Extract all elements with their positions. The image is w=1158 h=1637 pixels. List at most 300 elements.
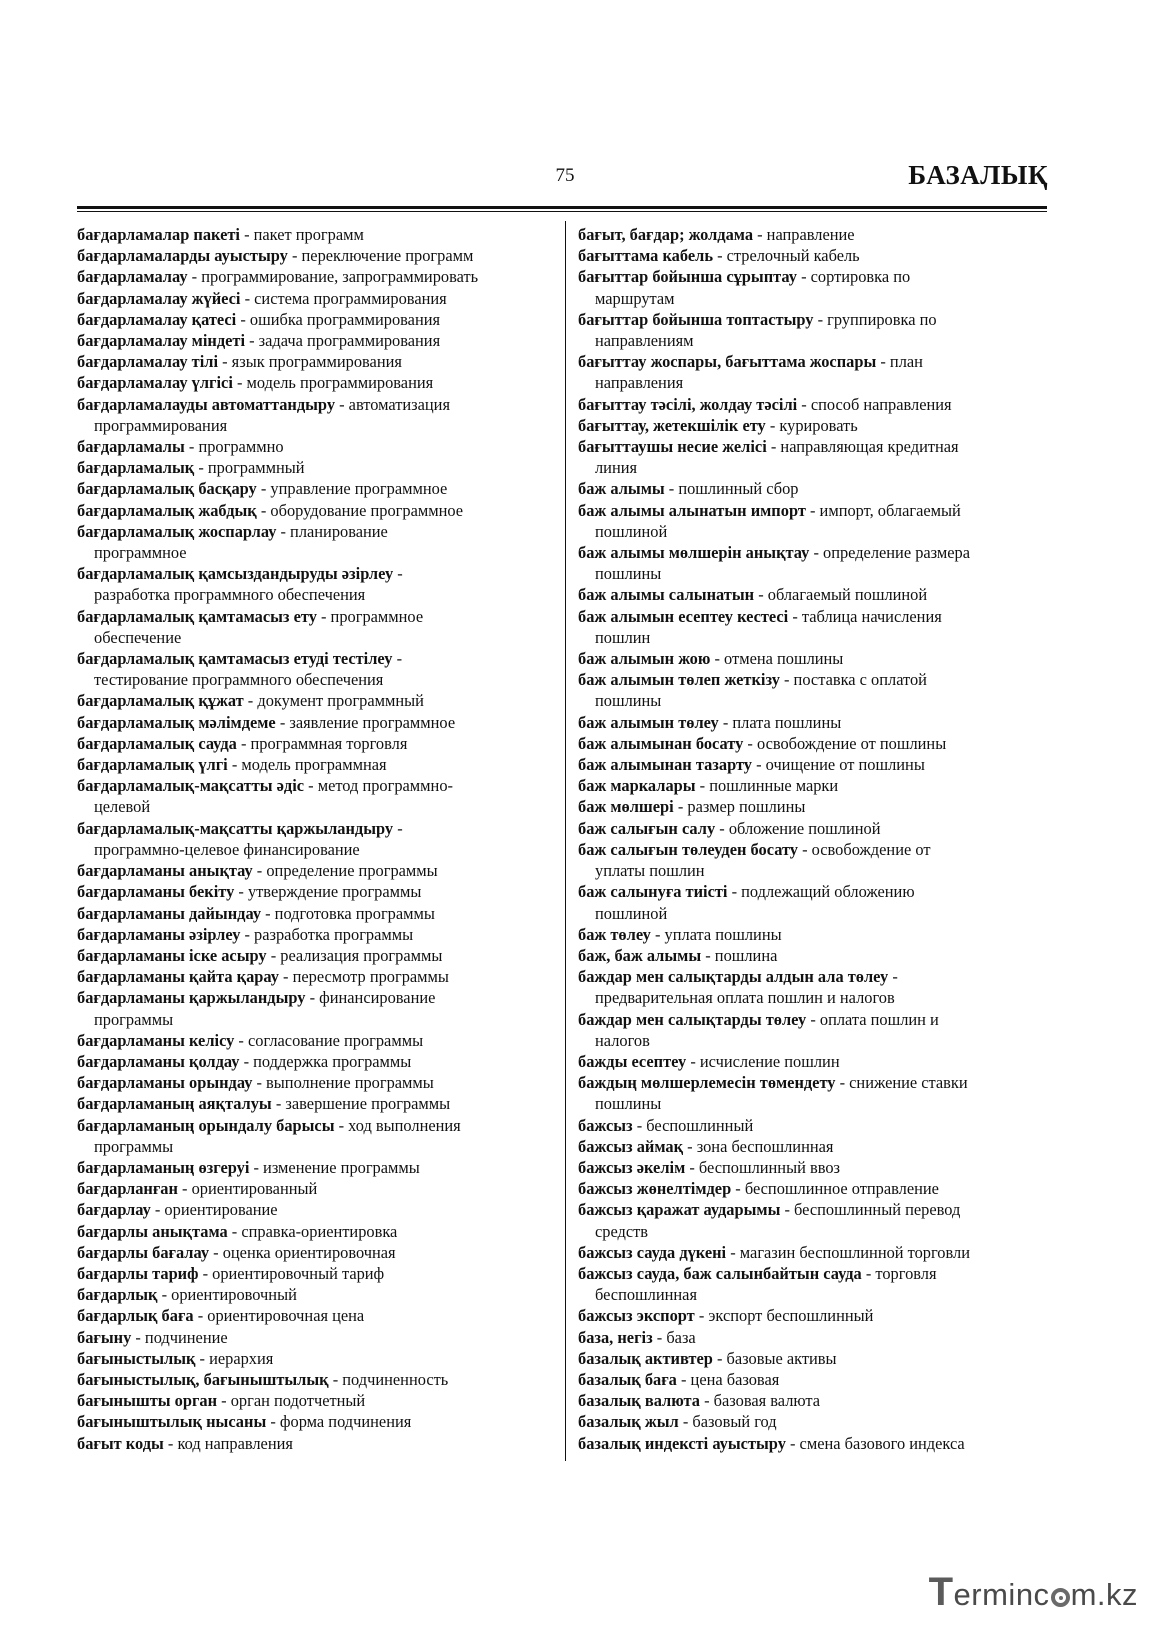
entry-definition: пошлин xyxy=(595,627,651,647)
entry-definition: - программирование, запрограммировать xyxy=(187,267,479,287)
dictionary-entry xyxy=(77,1157,555,1178)
entry-term: бағдарлы бағалау xyxy=(77,1242,210,1262)
dictionary-entry xyxy=(578,1051,1048,1072)
entry-term: бажды есептеу xyxy=(578,1051,687,1071)
dictionary-entry-continuation xyxy=(77,542,555,563)
entry-definition: - облагаемый пошлиной xyxy=(754,585,928,605)
entry-term: баждың мөлшерлемесін төмендету xyxy=(578,1073,836,1093)
dictionary-entry xyxy=(77,775,555,796)
entry-definition: - снижение ставки xyxy=(835,1073,968,1093)
entry-definition: обеспечение xyxy=(94,627,182,647)
entry-term: бағдарламалық жабдық xyxy=(77,500,257,520)
dictionary-entry xyxy=(77,1263,555,1284)
entry-definition: - освобождение от xyxy=(798,839,931,859)
entry-term: бағыныстылық xyxy=(77,1348,196,1368)
entry-term: бағдарламалық үлгі xyxy=(77,755,228,775)
entry-definition: - беспошлинное отправление xyxy=(731,1179,939,1199)
entry-term: бағдарламалық қамтамасыз етуді тестілеу xyxy=(77,649,393,669)
entry-definition: - беспошлинный перевод xyxy=(780,1200,961,1220)
watermark-last: m.kz xyxy=(1070,1577,1138,1612)
entry-definition: - утверждение программы xyxy=(234,882,422,902)
entry-definition: - размер пошлины xyxy=(673,797,806,817)
entry-term: бағдарламалау міндеті xyxy=(77,331,245,351)
entry-definition: - ориентировочный xyxy=(157,1285,297,1305)
dictionary-entry xyxy=(578,500,1048,521)
dictionary-entry xyxy=(578,245,1048,266)
dictionary-entry xyxy=(77,372,555,393)
entry-definition: - планирование xyxy=(276,521,388,541)
dictionary-entry xyxy=(578,1178,1048,1199)
dictionary-entry xyxy=(578,839,1048,860)
dictionary-entry-continuation xyxy=(578,987,1048,1008)
entry-definition: - оборудование программное xyxy=(256,500,464,520)
dictionary-entry xyxy=(77,903,555,924)
dictionary-entry xyxy=(77,1199,555,1220)
entry-definition: - определение размера xyxy=(809,543,971,563)
entry-term: бажсыз xyxy=(578,1115,633,1135)
entry-term: база, негіз xyxy=(578,1327,653,1347)
dictionary-entry xyxy=(77,881,555,902)
entry-definition: - задача программирования xyxy=(245,331,441,351)
entry-definition: - язык программирования xyxy=(218,352,402,372)
watermark-middle: erminc xyxy=(953,1577,1050,1612)
entry-definition: - оплата пошлин и xyxy=(806,1009,939,1029)
entry-definition: программное xyxy=(94,543,187,563)
entry-term: бағдарлау xyxy=(77,1200,151,1220)
entry-definition: - подчинение xyxy=(131,1327,228,1347)
entry-definition: - сортировка по xyxy=(796,267,911,287)
dictionary-entry xyxy=(77,712,555,733)
entry-definition: - цена базовая xyxy=(676,1369,780,1389)
entry-term: бажсыз экспорт xyxy=(578,1306,695,1326)
entry-term: бағдарламалық сауда xyxy=(77,733,237,753)
entry-definition: - изменение программы xyxy=(249,1157,420,1177)
entry-definition: тестирование программного обеспечения xyxy=(94,670,384,690)
entry-term: бағдарламаны келісу xyxy=(77,1030,235,1050)
entry-term: бағыттау тәсілі, жолдау тәсілі xyxy=(578,394,798,414)
entry-term: баждар мен салықтарды алдын ала төлеу xyxy=(578,967,889,987)
dictionary-entry xyxy=(77,1411,555,1432)
dictionary-entry xyxy=(77,1030,555,1051)
dictionary-entry-continuation xyxy=(578,372,1048,393)
entry-term: бағдарлық xyxy=(77,1285,158,1305)
entry-definition: - иерархия xyxy=(195,1348,274,1368)
entry-definition: - смена базового индекса xyxy=(785,1433,965,1453)
entry-definition: - программно xyxy=(184,437,284,457)
dictionary-entry-continuation xyxy=(578,330,1048,351)
entry-term: бағыттар бойынша топтастыру xyxy=(578,309,814,329)
dictionary-entry xyxy=(77,245,555,266)
entry-definition: - очищение от пошлины xyxy=(752,755,925,775)
entry-definition: пошлины xyxy=(595,691,662,711)
dictionary-entry xyxy=(77,987,555,1008)
entry-definition: - стрелочный кабель xyxy=(712,246,860,266)
entry-definition: беспошлинная xyxy=(595,1285,697,1305)
entry-definition: - пакет программ xyxy=(239,225,364,244)
dictionary-entry xyxy=(77,1221,555,1242)
dictionary-entry xyxy=(77,1115,555,1136)
dictionary-entry-continuation xyxy=(77,627,555,648)
entry-term: базалық баға xyxy=(578,1369,677,1389)
entry-definition: - xyxy=(393,818,403,838)
entry-definition: - xyxy=(392,649,403,669)
entry-definition: - зона беспошлинная xyxy=(683,1136,834,1156)
entry-definition: направления xyxy=(595,373,684,393)
entry-term: бағдарламалық қамсыздандыруды әзірлеу xyxy=(77,564,394,584)
entry-term: бағыттау жоспары, бағыттама жоспары xyxy=(578,352,877,372)
entry-definition: - пересмотр программы xyxy=(278,967,449,987)
dictionary-entry xyxy=(77,924,555,945)
entry-term: бағдарламаны қаржыландыру xyxy=(77,988,306,1008)
entry-term: бажсыз қаражат аударымы xyxy=(578,1200,781,1220)
entry-definition: - завершение программы xyxy=(271,1094,451,1114)
entry-term: базалық жыл xyxy=(578,1412,679,1432)
entry-term: баждар мен салықтарды төлеу xyxy=(578,1009,807,1029)
entry-term: бағдарламалық мәлімдеме xyxy=(77,712,276,732)
entry-definition: - ориентировочная цена xyxy=(193,1306,365,1326)
entry-definition: - базовые активы xyxy=(712,1348,837,1368)
dictionary-entry xyxy=(77,288,555,309)
entry-term: баж төлеу xyxy=(578,924,651,944)
dictionary-entry-continuation xyxy=(578,860,1048,881)
dictionary-entry xyxy=(578,1433,1048,1454)
dictionary-entry xyxy=(578,733,1048,754)
entry-definition: - исчисление пошлин xyxy=(686,1051,840,1071)
dictionary-entry-continuation xyxy=(77,796,555,817)
entry-definition: - система программирования xyxy=(240,288,447,308)
entry-term: бағдарламаның аяқталуы xyxy=(77,1094,272,1114)
entry-definition: - ошибка программирования xyxy=(236,309,441,329)
entry-term: бағдарламалы xyxy=(77,437,185,457)
entry-definition: - плата пошлины xyxy=(718,712,842,732)
dictionary-entry xyxy=(578,796,1048,817)
entry-definition: - пошлина xyxy=(701,945,778,965)
entry-term: бағдарламалау үлгісі xyxy=(77,373,233,393)
dictionary-entry xyxy=(77,1093,555,1114)
entry-term: бағыттау, жетекшілік ету xyxy=(578,415,766,435)
entry-term: бағыттама кабель xyxy=(578,246,713,266)
dictionary-entry xyxy=(578,1369,1048,1390)
entry-definition: уплаты пошлин xyxy=(595,861,705,881)
dictionary-entry xyxy=(578,266,1048,287)
entry-term: бағдарламаны орындау xyxy=(77,1073,253,1093)
entry-definition: - модель программная xyxy=(227,755,387,775)
entry-term: баж алымы xyxy=(578,479,665,499)
dictionary-entry xyxy=(578,436,1048,457)
entry-term: бағдарламалық қамтамасыз ету xyxy=(77,606,317,626)
entry-definition: - управление программное xyxy=(256,479,448,499)
dictionary-entry-continuation xyxy=(578,457,1048,478)
entry-term: баж алымын төлеп жеткізу xyxy=(578,670,780,690)
dictionary-entry xyxy=(578,1348,1048,1369)
entry-definition: - таблица начисления xyxy=(788,606,942,626)
entry-term: бағыттаушы несие желісі xyxy=(578,437,767,457)
dictionary-entry-continuation xyxy=(578,903,1048,924)
dictionary-entry-continuation xyxy=(578,288,1048,309)
entry-term: бажсыз сауда, баж салынбайтын сауда xyxy=(578,1263,862,1283)
entry-term: баж маркалары xyxy=(578,776,696,796)
entry-definition: - разработка программы xyxy=(240,924,414,944)
entry-definition: программы xyxy=(94,1009,174,1029)
dictionary-entry xyxy=(578,1327,1048,1348)
entry-term: бажсыз әкелім xyxy=(578,1157,686,1177)
entry-term: бағдарламалау қатесі xyxy=(77,309,237,329)
dictionary-entry xyxy=(77,733,555,754)
dictionary-entry xyxy=(77,224,555,245)
entry-term: бағдарламалық-мақсатты әдіс xyxy=(77,776,305,796)
entry-definition: пошлиной xyxy=(595,521,668,541)
entry-term: бағдарламалар пакеті xyxy=(77,225,240,244)
dictionary-entry-continuation xyxy=(578,1093,1048,1114)
dictionary-entry xyxy=(578,1390,1048,1411)
dictionary-entry xyxy=(578,1199,1048,1220)
dictionary-entry xyxy=(77,860,555,881)
dictionary-entry xyxy=(77,1433,555,1454)
entry-definition: средств xyxy=(595,1221,649,1241)
entry-definition: - документ программный xyxy=(243,691,424,711)
dictionary-entry xyxy=(77,966,555,987)
watermark-first-letter: T xyxy=(928,1570,954,1614)
dictionary-entry xyxy=(77,754,555,775)
entry-term: баж алымын жою xyxy=(578,649,711,669)
dictionary-entry xyxy=(77,1072,555,1093)
entry-definition: - справка-ориентировка xyxy=(227,1221,398,1241)
entry-definition: налогов xyxy=(595,1030,650,1050)
dictionary-entry xyxy=(578,1242,1048,1263)
dictionary-entry xyxy=(77,457,555,478)
entry-definition: - код направления xyxy=(163,1433,293,1453)
entry-term: бағдарламаны анықтау xyxy=(77,861,253,881)
dictionary-entry xyxy=(77,1348,555,1369)
entry-term: бағдарлық баға xyxy=(77,1306,194,1326)
entry-definition: программы xyxy=(94,1136,174,1156)
dictionary-entry xyxy=(578,1305,1048,1326)
entry-definition: разработка программного обеспечения xyxy=(94,585,366,605)
dictionary-entry xyxy=(578,1263,1048,1284)
entry-definition: - ориентировочный тариф xyxy=(198,1263,385,1283)
entry-term: баж салығын төлеуден босату xyxy=(578,839,798,859)
entry-term: баж салығын салу xyxy=(578,818,716,838)
entry-definition: целевой xyxy=(94,797,151,817)
dictionary-entry xyxy=(578,1009,1048,1030)
entry-definition: маршрутам xyxy=(595,288,675,308)
entry-term: бағдарламаны іске асыру xyxy=(77,945,267,965)
dictionary-entry xyxy=(77,945,555,966)
dictionary-entry xyxy=(578,1411,1048,1432)
entry-term: бажсыз сауда дүкені xyxy=(578,1242,727,1262)
entry-definition: - xyxy=(393,564,403,584)
entry-definition: - модель программирования xyxy=(232,373,434,393)
entry-definition: - базовая валюта xyxy=(700,1391,821,1411)
dictionary-entry xyxy=(77,394,555,415)
dictionary-entry xyxy=(578,648,1048,669)
header-rule-thin xyxy=(77,211,1047,212)
dictionary-entry xyxy=(578,584,1048,605)
dictionary-entry-continuation xyxy=(77,415,555,436)
entry-term: базалық индексті ауыстыру xyxy=(578,1433,786,1453)
entry-term: баж алымын есептеу кестесі xyxy=(578,606,789,626)
entry-term: бағдарламалық жоспарлау xyxy=(77,521,277,541)
entry-term: базалық валюта xyxy=(578,1391,700,1411)
entry-term: баж алымы мөлшерін анықтау xyxy=(578,543,810,563)
watermark-o-icon xyxy=(1051,1588,1070,1607)
entry-definition: пошлиной xyxy=(595,903,668,923)
dictionary-entry xyxy=(578,818,1048,839)
dictionary-entry-continuation xyxy=(578,1030,1048,1051)
dictionary-entry xyxy=(578,478,1048,499)
entry-definition: - орган подотчетный xyxy=(217,1391,366,1411)
entry-definition: - ход выполнения xyxy=(334,1115,461,1135)
entry-term: бағдарламаның орындалу барысы xyxy=(77,1115,335,1135)
dictionary-entry-continuation xyxy=(578,1221,1048,1242)
dictionary-entry xyxy=(578,924,1048,945)
entry-definition: - уплата пошлины xyxy=(650,924,782,944)
dictionary-entry xyxy=(77,1178,555,1199)
entry-term: баж мөлшері xyxy=(578,797,674,817)
dictionary-entry xyxy=(77,351,555,372)
entry-definition: программирования xyxy=(94,415,228,435)
entry-term: бағыныстылық, бағыныштылық xyxy=(77,1369,329,1389)
entry-term: бағдарламалық-мақсатты қаржыландыру xyxy=(77,818,394,838)
entry-term: бағдарламаны қолдау xyxy=(77,1051,240,1071)
entry-term: бағдарлы тариф xyxy=(77,1263,199,1283)
entry-definition: - ориентированный xyxy=(177,1179,318,1199)
entry-definition: - форма подчинения xyxy=(266,1412,412,1432)
dictionary-entry xyxy=(77,436,555,457)
running-head: БАЗАЛЫҚ xyxy=(908,160,1048,190)
dictionary-entry xyxy=(578,606,1048,627)
entry-definition: - обложение пошлиной xyxy=(715,818,881,838)
dictionary-entry xyxy=(578,542,1048,563)
entry-term: бағдарламаның өзгеруі xyxy=(77,1157,250,1177)
dictionary-entry xyxy=(578,775,1048,796)
dictionary-entry xyxy=(77,606,555,627)
entry-term: бағдарламаларды ауыстыру xyxy=(77,246,288,266)
entry-term: бағыныштылық нысаны xyxy=(77,1412,267,1432)
dictionary-entry xyxy=(77,1305,555,1326)
entry-definition: - xyxy=(888,967,898,987)
dictionary-entry-continuation xyxy=(578,627,1048,648)
dictionary-entry xyxy=(578,415,1048,436)
entry-definition: - метод программно- xyxy=(304,776,453,796)
dictionary-entry-continuation xyxy=(77,669,555,690)
dictionary-entry xyxy=(578,712,1048,733)
entry-definition: пошлины xyxy=(595,1094,662,1114)
entry-definition: линия xyxy=(595,458,638,478)
entry-definition: - переключение программ xyxy=(287,246,474,266)
dictionary-entry xyxy=(578,966,1048,987)
entry-term: бағдарлы анықтама xyxy=(77,1221,228,1241)
entry-definition: - пошлинные марки xyxy=(695,776,839,796)
entry-definition: - финансирование xyxy=(305,988,436,1008)
page-number: 75 xyxy=(555,165,575,186)
dictionary-entry xyxy=(77,648,555,669)
entry-term: бағдарламаны бекіту xyxy=(77,882,235,902)
entry-definition: - оценка ориентировочная xyxy=(209,1242,396,1262)
entry-term: бажсыз аймақ xyxy=(578,1136,684,1156)
entry-definition: пошлины xyxy=(595,564,662,584)
dictionary-entry xyxy=(578,1115,1048,1136)
entry-definition: - торговля xyxy=(861,1263,937,1283)
entry-term: баж, баж алымы xyxy=(578,945,702,965)
entry-definition: - подчиненность xyxy=(328,1369,449,1389)
entry-term: бағдарламаны дайындау xyxy=(77,903,262,923)
entry-definition: - заявление программное xyxy=(275,712,456,732)
entry-term: баж алымы салынатын xyxy=(578,585,755,605)
dictionary-entry-continuation xyxy=(77,1009,555,1030)
dictionary-entry xyxy=(77,1051,555,1072)
dictionary-entry xyxy=(77,330,555,351)
dictionary-entry xyxy=(77,1327,555,1348)
entry-definition: - подготовка программы xyxy=(261,903,435,923)
dictionary-entry xyxy=(77,309,555,330)
dictionary-entry xyxy=(77,563,555,584)
dictionary-entry-continuation xyxy=(578,563,1048,584)
entry-term: базалық активтер xyxy=(578,1348,713,1368)
entry-definition: - база xyxy=(652,1327,696,1347)
dictionary-entry-continuation xyxy=(77,839,555,860)
entry-term: баж алымы алынатын импорт xyxy=(578,500,806,520)
entry-definition: - группировка по xyxy=(813,309,937,329)
dictionary-entry xyxy=(578,754,1048,775)
entry-term: бағдарламалық құжат xyxy=(77,691,244,711)
entry-definition: - беспошлинный ввоз xyxy=(685,1157,840,1177)
entry-term: бағынышты орган xyxy=(77,1391,218,1411)
entry-definition: - направляющая кредитная xyxy=(766,437,959,457)
watermark-logo xyxy=(929,1570,1138,1615)
dictionary-entry xyxy=(578,1136,1048,1157)
right-column xyxy=(578,224,1048,1454)
entry-term: бағдарламалауды автоматтандыру xyxy=(77,394,336,414)
entry-definition: предварительная оплата пошлин и налогов xyxy=(595,988,895,1008)
entry-definition: - план xyxy=(876,352,923,372)
entry-term: бағдарламалау xyxy=(77,267,188,287)
entry-definition: - подлежащий обложению xyxy=(727,882,915,902)
entry-term: бажсыз жөнелтімдер xyxy=(578,1179,732,1199)
dictionary-entry xyxy=(578,224,1048,245)
entry-definition: - способ направления xyxy=(797,394,952,414)
entry-term: бағдарламалау жүйесі xyxy=(77,288,241,308)
entry-term: баж алымынан босату xyxy=(578,733,744,753)
entry-term: бағыну xyxy=(77,1327,132,1347)
column-divider xyxy=(565,221,566,1461)
entry-definition: - выполнение программы xyxy=(252,1073,434,1093)
dictionary-entry xyxy=(578,669,1048,690)
entry-definition: - беспошлинный xyxy=(632,1115,754,1135)
entry-term: баж алымынан тазарту xyxy=(578,755,753,775)
dictionary-entry-continuation xyxy=(77,584,555,605)
entry-definition: - поддержка программы xyxy=(239,1051,412,1071)
entry-term: бағдарламалау тілі xyxy=(77,352,219,372)
entry-term: бағдарламалық xyxy=(77,458,195,478)
entry-definition: направлениям xyxy=(595,331,694,351)
entry-term: бағдарламаны қайта қарау xyxy=(77,967,279,987)
entry-definition: - программное xyxy=(316,606,424,626)
entry-definition: - автоматизация xyxy=(335,394,450,414)
entry-definition: - поставка с оплатой xyxy=(779,670,927,690)
entry-term: бағыттар бойынша сұрыптау xyxy=(578,267,797,287)
dictionary-entry-continuation xyxy=(578,1284,1048,1305)
dictionary-entry-continuation xyxy=(578,521,1048,542)
dictionary-entry xyxy=(77,521,555,542)
dictionary-entry xyxy=(77,478,555,499)
dictionary-entry xyxy=(77,1390,555,1411)
entry-definition: - программная торговля xyxy=(236,733,408,753)
entry-term: баж алымын төлеу xyxy=(578,712,719,732)
entry-definition: - согласование программы xyxy=(234,1030,424,1050)
entry-definition: - освобождение от пошлины xyxy=(743,733,947,753)
entry-term: бағдарламаны әзірлеу xyxy=(77,924,241,944)
